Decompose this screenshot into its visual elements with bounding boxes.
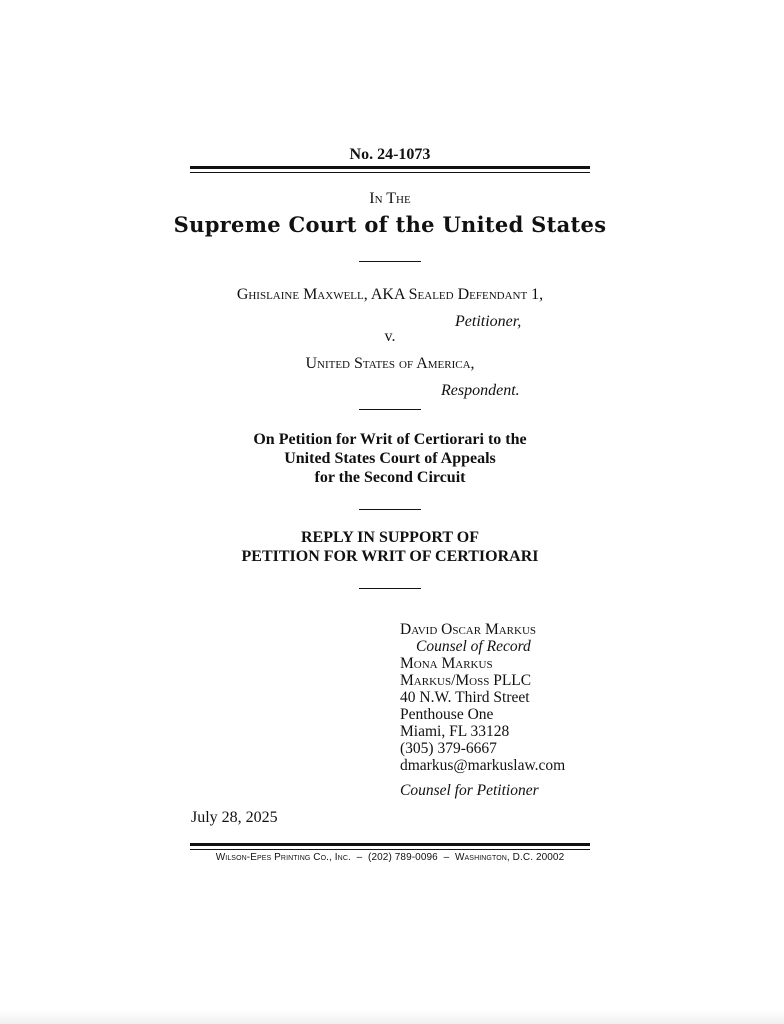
section-divider — [359, 409, 421, 410]
email-address: dmarkus@markuslaw.com — [400, 757, 566, 774]
versus-label: v. — [384, 328, 396, 345]
petitioner-role: Petitioner, — [455, 313, 522, 330]
counsel-block — [400, 621, 565, 799]
petition-heading — [190, 430, 590, 487]
court-name: Supreme Court of the United States — [173, 212, 607, 237]
associate-counsel-name: Mona Markus — [400, 655, 493, 672]
section-divider — [359, 588, 421, 589]
respondent-name: United States of America, — [305, 355, 475, 372]
law-firm-name: Markus/Moss PLLC — [400, 672, 532, 689]
phone-number: (305) 379-6667 — [400, 740, 497, 757]
section-divider — [359, 509, 421, 510]
page-edge-shadow — [0, 1010, 784, 1024]
petitioner-name: Ghislaine Maxwell, AKA Sealed Defendant 1, — [236, 286, 544, 303]
counsel-for-petitioner-label: Counsel for Petitioner — [400, 782, 539, 799]
document-title — [190, 528, 590, 566]
address-line-2: Penthouse One — [400, 706, 494, 723]
address-line-1: 40 N.W. Third Street — [400, 689, 530, 706]
top-double-rule — [190, 166, 590, 173]
document-title-line: PETITION FOR WRIT OF CERTIORARI — [241, 548, 539, 565]
respondent-role: Respondent. — [441, 382, 520, 399]
document-title-line: REPLY IN SUPPORT OF — [301, 529, 479, 546]
docket-number: No. 24-1073 — [349, 146, 431, 163]
lead-counsel-name: David Oscar Markus — [400, 621, 537, 638]
counsel-of-record-label: Counsel of Record — [416, 638, 531, 655]
petition-heading-line: for the Second Circuit — [314, 469, 466, 486]
petition-heading-line: On Petition for Writ of Certiorari to the — [253, 431, 527, 448]
in-the-label: In The — [369, 190, 411, 207]
section-divider — [359, 261, 421, 262]
printer-credit-line: Wilson-Epes Printing Co., Inc. – (202) 789-0096 – Washington, D.C. 20002 — [215, 852, 565, 863]
bottom-double-rule — [190, 843, 590, 850]
city-state-zip: Miami, FL 33128 — [400, 723, 510, 740]
filing-date: July 28, 2025 — [191, 809, 278, 826]
petition-heading-line: United States Court of Appeals — [284, 450, 496, 467]
